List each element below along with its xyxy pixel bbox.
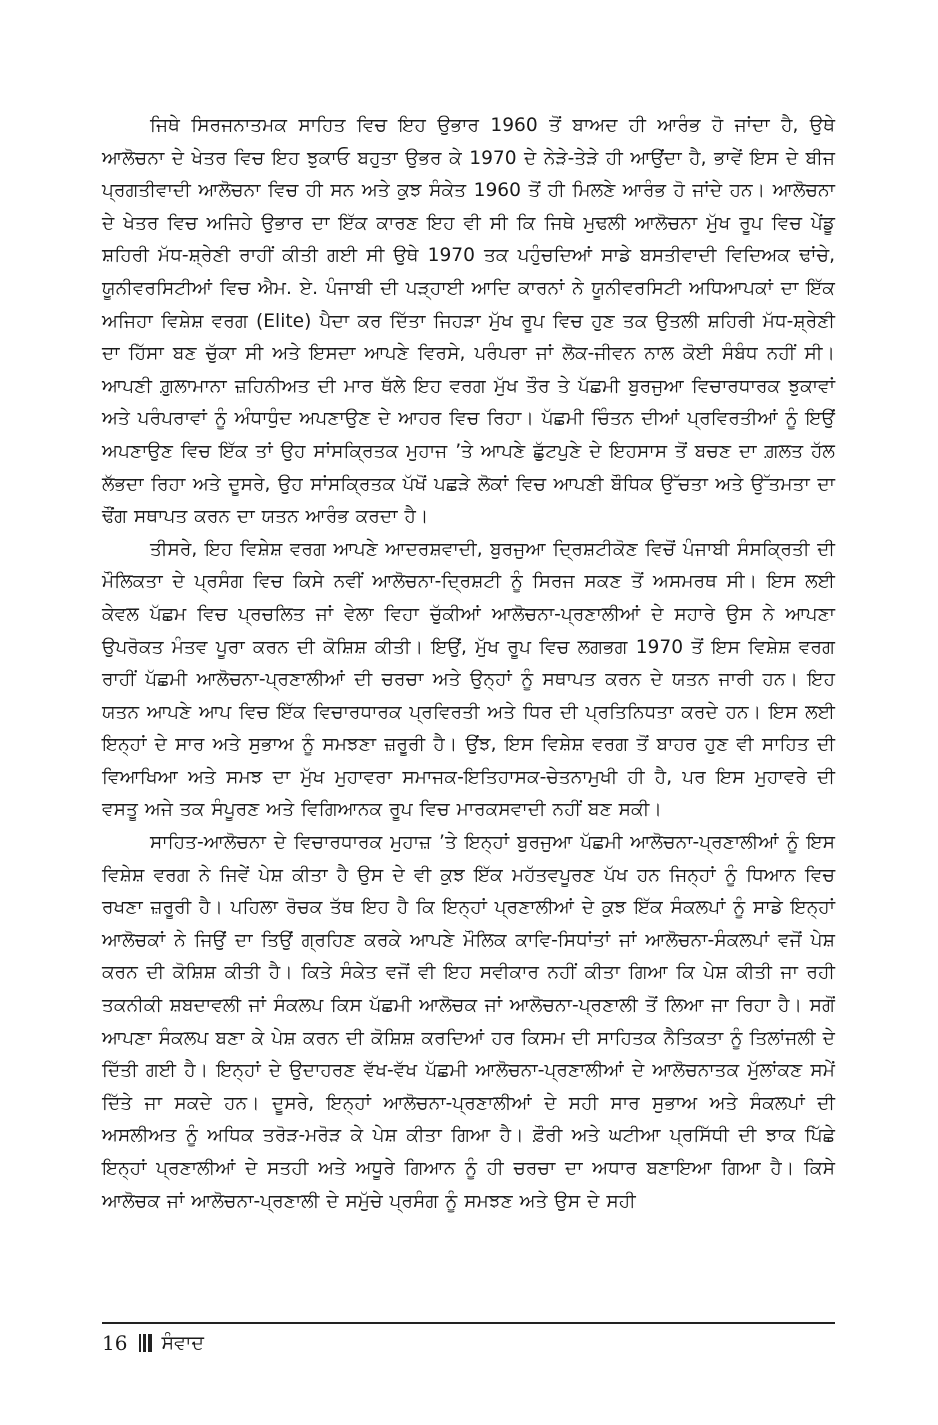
footer-line bbox=[102, 1331, 835, 1355]
bars-icon bbox=[139, 1334, 154, 1352]
page-body bbox=[102, 110, 835, 1218]
journal-name: ਸੰਵਾਦ bbox=[161, 1332, 205, 1354]
footer-divider bbox=[102, 1322, 835, 1324]
page-number: 16 bbox=[102, 1331, 128, 1355]
paragraph-2: ਤੀਸਰੇ, ਇਹ ਵਿਸ਼ੇਸ਼ ਵਰਗ ਆਪਣੇ ਆਦਰਸ਼ਵਾਦੀ, ਬੁਰਜੁਆ ਦ੍ਰਿਸ਼ਟੀਕੋਣ ਵਿਚੋਂ ਪੰਜਾਬੀ ਸੰਸਕ੍ਰਿਤੀ ਦੀ ਮੌਲਿਕਤਾ ਦੇ ਪ੍ਰਸੰਗ ਵਿਚ ਕਿਸੇ ਨਵੀਂ ਆਲੋਚਨਾ-ਦ੍ਰਿਸ਼ਟੀ ਨੂੰ ਸਿਰਜ ਸਕਣ ਤੋਂ ਅਸਮਰਥ ਸੀ। ਇਸ ਲਈ ਕੇਵਲ ਪੱਛਮ ਵਿਚ ਪ੍ਰਚਲਿਤ ਜਾਂ ਵੇਲਾ ਵਿਹਾ ਚੁੱਕੀਆਂ ਆਲੋਚਨਾ-ਪ੍ਰਣਾਲੀਆਂ ਦੇ ਸਹਾਰੇ ਉਸ ਨੇ ਆਪਣਾ ਉਪਰੋਕਤ ਮੰਤਵ ਪੂਰਾ ਕਰਨ ਦੀ ਕੋਸ਼ਿਸ਼ ਕੀਤੀ। ਇਉਂ, ਮੁੱਖ ਰੂਪ ਵਿਚ ਲਗਭਗ 1970 ਤੋਂ ਇਸ ਵਿਸ਼ੇਸ਼ ਵਰਗ ਰਾਹੀਂ ਪੱਛਮੀ ਆਲੋਚਨਾ-ਪ੍ਰਣਾਲੀਆਂ ਦੀ ਚਰਚਾ ਅਤੇ ਉਨ੍ਹਾਂ ਨੂੰ ਸਥਾਪਤ ਕਰਨ ਦੇ ਯਤਨ ਜਾਰੀ ਹਨ। ਇਹ ਯਤਨ ਆਪਣੇ ਆਪ ਵਿਚ ਇੱਕ ਵਿਚਾਰਧਾਰਕ ਪ੍ਰਵਿਰਤੀ ਅਤੇ ਧਿਰ ਦੀ ਪ੍ਰਤਿਨਿਧਤਾ ਕਰਦੇ ਹਨ। ਇਸ ਲਈ ਇਨ੍ਹਾਂ ਦੇ ਸਾਰ ਅਤੇ ਸੁਭਾਅ ਨੂੰ ਸਮਝਣਾ ਜ਼ਰੂਰੀ ਹੈ। ਉਂਝ, ਇਸ ਵਿਸ਼ੇਸ਼ ਵਰਗ ਤੋਂ ਬਾਹਰ ਹੁਣ ਵੀ ਸਾਹਿਤ ਦੀ ਵਿਆਖਿਆ ਅਤੇ ਸਮਝ ਦਾ ਮੁੱਖ ਮੁਹਾਵਰਾ ਸਮਾਜਕ-ਇਤਿਹਾਸਕ-ਚੇਤਨਾਮੁਖੀ ਹੀ ਹੈ, ਪਰ ਇਸ ਮੁਹਾਵਰੇ ਦੀ ਵਸਤੂ ਅਜੇ ਤਕ ਸੰਪੂਰਣ ਅਤੇ ਵਿਗਿਆਨਕ ਰੂਪ ਵਿਚ ਮਾਰਕਸਵਾਦੀ ਨਹੀਂ ਬਣ ਸਕੀ। bbox=[102, 538, 835, 821]
paragraph-1: ਜਿਥੇ ਸਿਰਜਨਾਤਮਕ ਸਾਹਿਤ ਵਿਚ ਇਹ ਉਭਾਰ 1960 ਤੋਂ ਬਾਅਦ ਹੀ ਆਰੰਭ ਹੋ ਜਾਂਦਾ ਹੈ, ਉਥੇ ਆਲੋਚਨਾ ਦੇ ਖੇਤਰ ਵਿਚ ਇਹ ਝੁਕਾਓ ਬਹੁਤਾ ਉਭਰ ਕੇ 1970 ਦੇ ਨੇੜੇ-ਤੇੜੇ ਹੀ ਆਉਂਦਾ ਹੈ, ਭਾਵੇਂ ਇਸ ਦੇ ਬੀਜ ਪ੍ਰਗਤੀਵਾਦੀ ਆਲੋਚਨਾ ਵਿਚ ਹੀ ਸਨ ਅਤੇ ਕੁਝ ਸੰਕੇਤ 1960 ਤੋਂ ਹੀ ਮਿਲਣੇ ਆਰੰਭ ਹੋ ਜਾਂਦੇ ਹਨ। ਆਲੋਚਨਾ ਦੇ ਖੇਤਰ ਵਿਚ ਅਜਿਹੇ ਉਭਾਰ ਦਾ ਇੱਕ ਕਾਰਣ ਇਹ ਵੀ ਸੀ ਕਿ ਜਿਥੇ ਮੁਢਲੀ ਆਲੋਚਨਾ ਮੁੱਖ ਰੂਪ ਵਿਚ ਪੇਂਡੂ ਸ਼ਹਿਰੀ ਮੱਧ-ਸ਼੍ਰੇਣੀ ਰਾਹੀਂ ਕੀਤੀ ਗਈ ਸੀ ਉਥੇ 1970 ਤਕ ਪਹੁੰਚਦਿਆਂ ਸਾਡੇ ਬਸਤੀਵਾਦੀ ਵਿਦਿਅਕ ਢਾਂਚੇ, ਯੂਨੀਵਰਸਿਟੀਆਂ ਵਿਚ ਐਮ. ਏ. ਪੰਜਾਬੀ ਦੀ ਪੜ੍ਹਾਈ ਆਦਿ ਕਾਰਨਾਂ ਨੇ ਯੂਨੀਵਰਸਿਟੀ ਅਧਿਆਪਕਾਂ ਦਾ ਇੱਕ ਅਜਿਹਾ ਵਿਸ਼ੇਸ਼ ਵਰਗ (Elite) ਪੈਦਾ ਕਰ ਦਿੱਤਾ ਜਿਹੜਾ ਮੁੱਖ ਰੂਪ ਵਿਚ ਹੁਣ ਤਕ ਉਤਲੀ ਸ਼ਹਿਰੀ ਮੱਧ-ਸ਼੍ਰੇਣੀ ਦਾ ਹਿੱਸਾ ਬਣ ਚੁੱਕਾ ਸੀ ਅਤੇ ਇਸਦਾ ਆਪਣੇ ਵਿਰਸੇ, ਪਰੰਪਰਾ ਜਾਂ ਲੋਕ-ਜੀਵਨ ਨਾਲ ਕੋਈ ਸੰਬੰਧ ਨਹੀਂ ਸੀ। ਆਪਣੀ ਗ਼ੁਲਾਮਾਨਾ ਜ਼ਹਿਨੀਅਤ ਦੀ ਮਾਰ ਥੱਲੇ ਇਹ ਵਰਗ ਮੁੱਖ ਤੌਰ ਤੇ ਪੱਛਮੀ ਬੁਰਜੁਆ ਵਿਚਾਰਧਾਰਕ ਝੁਕਾਵਾਂ ਅਤੇ ਪਰੰਪਰਾਵਾਂ ਨੂੰ ਅੰਧਾਧੁੰਦ ਅਪਣਾਉਣ ਦੇ ਆਹਰ ਵਿਚ ਰਿਹਾ। ਪੱਛਮੀ ਚਿੰਤਨ ਦੀਆਂ ਪ੍ਰਵਿਰਤੀਆਂ ਨੂੰ ਇਉਂ ਅਪਣਾਉਣ ਵਿਚ ਇੱਕ ਤਾਂ ਉਹ ਸਾਂਸਕ੍ਰਿਤਕ ਮੁਹਾਜ ’ਤੇ ਆਪਣੇ ਛੁੱਟਪੁਣੇ ਦੇ ਇਹਸਾਸ ਤੋਂ ਬਚਣ ਦਾ ਗ਼ਲਤ ਹੱਲ ਲੱਭਦਾ ਰਿਹਾ ਅਤੇ ਦੂਸਰੇ, ਉਹ ਸਾਂਸਕ੍ਰਿਤਕ ਪੱਖੋਂ ਪਛੜੇ ਲੋਕਾਂ ਵਿਚ ਆਪਣੀ ਬੌਧਿਕ ਉੱਚਤਾ ਅਤੇ ਉੱਤਮਤਾ ਦਾ ਢੌਂਗ ਸਥਾਪਤ ਕਰਨ ਦਾ ਯਤਨ ਆਰੰਭ ਕਰਦਾ ਹੈ। bbox=[102, 115, 835, 528]
paragraph-3: ਸਾਹਿਤ-ਆਲੋਚਨਾ ਦੇ ਵਿਚਾਰਧਾਰਕ ਮੁਹਾਜ਼ ’ਤੇ ਇਨ੍ਹਾਂ ਬੁਰਜੁਆ ਪੱਛਮੀ ਆਲੋਚਨਾ-ਪ੍ਰਣਾਲੀਆਂ ਨੂੰ ਇਸ ਵਿਸ਼ੇਸ਼ ਵਰਗ ਨੇ ਜਿਵੇਂ ਪੇਸ਼ ਕੀਤਾ ਹੈ ਉਸ ਦੇ ਵੀ ਕੁਝ ਇੱਕ ਮਹੱਤਵਪੂਰਣ ਪੱਖ ਹਨ ਜਿਨ੍ਹਾਂ ਨੂੰ ਧਿਆਨ ਵਿਚ ਰਖਣਾ ਜ਼ਰੂਰੀ ਹੈ। ਪਹਿਲਾ ਰੋਚਕ ਤੱਥ ਇਹ ਹੈ ਕਿ ਇਨ੍ਹਾਂ ਪ੍ਰਣਾਲੀਆਂ ਦੇ ਕੁਝ ਇੱਕ ਸੰਕਲਪਾਂ ਨੂੰ ਸਾਡੇ ਇਨ੍ਹਾਂ ਆਲੋਚਕਾਂ ਨੇ ਜਿਉਂ ਦਾ ਤਿਉਂ ਗ੍ਰਹਿਣ ਕਰਕੇ ਆਪਣੇ ਮੌਲਿਕ ਕਾਵਿ-ਸਿਧਾਂਤਾਂ ਜਾਂ ਆਲੋਚਨਾ-ਸੰਕਲਪਾਂ ਵਜੋਂ ਪੇਸ਼ ਕਰਨ ਦੀ ਕੋਸ਼ਿਸ਼ ਕੀਤੀ ਹੈ। ਕਿਤੇ ਸੰਕੇਤ ਵਜੋਂ ਵੀ ਇਹ ਸਵੀਕਾਰ ਨਹੀਂ ਕੀਤਾ ਗਿਆ ਕਿ ਪੇਸ਼ ਕੀਤੀ ਜਾ ਰਹੀ ਤਕਨੀਕੀ ਸ਼ਬਦਾਵਲੀ ਜਾਂ ਸੰਕਲਪ ਕਿਸ ਪੱਛਮੀ ਆਲੋਚਕ ਜਾਂ ਆਲੋਚਨਾ-ਪ੍ਰਣਾਲੀ ਤੋਂ ਲਿਆ ਜਾ ਰਿਹਾ ਹੈ। ਸਗੋਂ ਆਪਣਾ ਸੰਕਲਪ ਬਣਾ ਕੇ ਪੇਸ਼ ਕਰਨ ਦੀ ਕੋਸ਼ਿਸ਼ ਕਰਦਿਆਂ ਹਰ ਕਿਸਮ ਦੀ ਸਾਹਿਤਕ ਨੈਤਿਕਤਾ ਨੂੰ ਤਿਲਾਂਜਲੀ ਦੇ ਦਿੱਤੀ ਗਈ ਹੈ। ਇਨ੍ਹਾਂ ਦੇ ਉਦਾਹਰਣ ਵੱਖ-ਵੱਖ ਪੱਛਮੀ ਆਲੋਚਨਾ-ਪ੍ਰਣਾਲੀਆਂ ਦੇ ਆਲੋਚਨਾਤਕ ਮੁੱਲਾਂਕਣ ਸਮੇਂ ਦਿੱਤੇ ਜਾ ਸਕਦੇ ਹਨ। ਦੂਸਰੇ, ਇਨ੍ਹਾਂ ਆਲੋਚਨਾ-ਪ੍ਰਣਾਲੀਆਂ ਦੇ ਸਹੀ ਸਾਰ ਸੁਭਾਅ ਅਤੇ ਸੰਕਲਪਾਂ ਦੀ ਅਸਲੀਅਤ ਨੂੰ ਅਧਿਕ ਤਰੋੜ-ਮਰੋੜ ਕੇ ਪੇਸ਼ ਕੀਤਾ ਗਿਆ ਹੈ। ਫ਼ੌਰੀ ਅਤੇ ਘਟੀਆ ਪ੍ਰਸਿੱਧੀ ਦੀ ਝਾਕ ਪਿੱਛੇ ਇਨ੍ਹਾਂ ਪ੍ਰਣਾਲੀਆਂ ਦੇ ਸਤਹੀ ਅਤੇ ਅਧੂਰੇ ਗਿਆਨ ਨੂੰ ਹੀ ਚਰਚਾ ਦਾ ਅਧਾਰ ਬਣਾਇਆ ਗਿਆ ਹੈ। ਕਿਸੇ ਆਲੋਚਕ ਜਾਂ ਆਲੋਚਨਾ-ਪ੍ਰਣਾਲੀ ਦੇ ਸਮੁੱਚੇ ਪ੍ਰਸੰਗ ਨੂੰ ਸਮਝਣ ਅਤੇ ਉਸ ਦੇ ਸਹੀ bbox=[102, 832, 835, 1212]
page-footer bbox=[102, 1322, 835, 1355]
